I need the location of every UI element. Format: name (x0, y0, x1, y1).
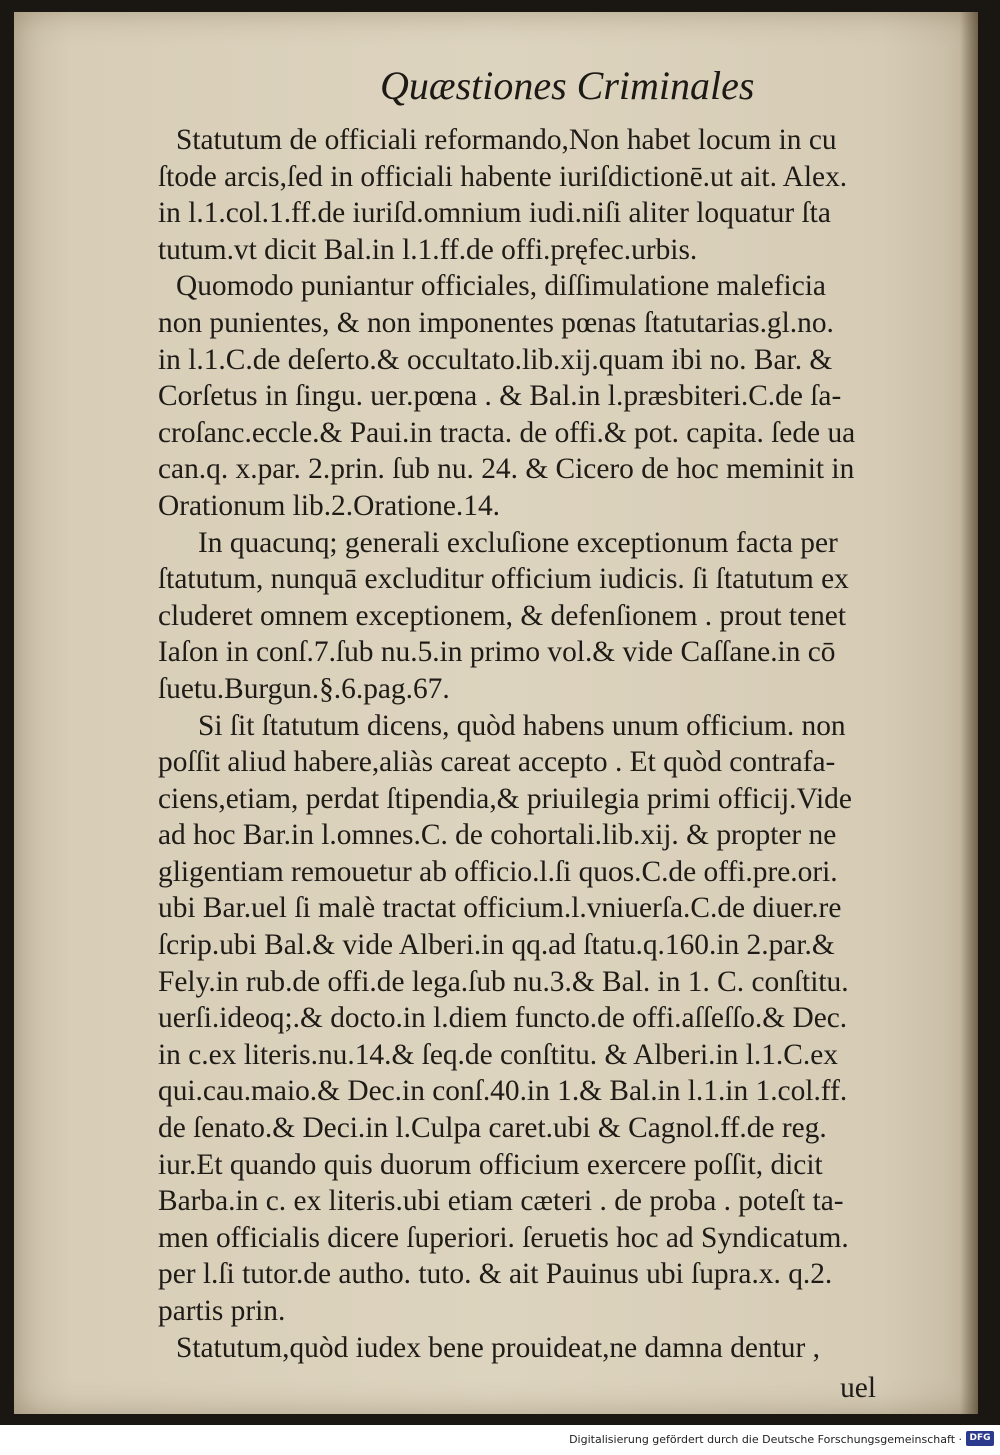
text-line: iur.Et quando quis duorum officium exercere poſſit, dicit (158, 1148, 823, 1181)
text-line: Iaſon in conſ.7.ſub nu.5.in primo vol.& vide Caſſane.in cō (158, 636, 836, 669)
text-line: men officialis dicere ſuperiori. ſeruetis hoc ad Syndicatum. (158, 1221, 849, 1254)
body-text (158, 122, 958, 1407)
text-line: de ſenato.& Deci.in l.Culpa caret.ubi & Cagnol.ff.de reg. (158, 1112, 827, 1145)
page-gutter-shadow (960, 12, 978, 1414)
text-line: Si ſit ſtatutum dicens, quòd habens unum officium. non (198, 709, 846, 742)
dfg-logo-icon: DFG (966, 1431, 994, 1446)
text-line: Corſetus in ſingu. uer.pœna . & Bal.in l.præsbiteri.C.de ſa- (158, 380, 842, 413)
text-line: in c.ex literis.nu.14.& ſeq.de conſtitu. & Alberi.in l.1.C.ex (158, 1038, 838, 1071)
text-line: Barba.in c. ex literis.ubi etiam cæteri . de proba . poteſt ta- (158, 1185, 844, 1218)
text-line: in l.1.col.1.ff.de iuriſd.omnium iudi.niſi aliter loquatur ſta (158, 197, 831, 230)
text-line: per l.ſi tutor.de autho. tuto. & ait Pauinus ubi ſupra.x. q.2. (158, 1258, 833, 1291)
text-line: ſtatutum, nunquā excluditur officium iudicis. ſi ſtatutum ex (158, 563, 849, 596)
running-header: Quæstiones Criminales (380, 63, 755, 108)
text-line: ubi Bar.uel ſi malè tractat officium.l.vniuerſa.C.de diuer.re (158, 892, 842, 925)
text-line: partis prin. (158, 1295, 286, 1327)
text-line: Quomodo puniantur officiales, diſſimulatione maleficia (176, 270, 826, 303)
text-line: ad hoc Bar.in l.omnes.C. de cohortali.lib.xij. & propter ne (158, 819, 837, 852)
text-line: can.q. x.par. 2.prin. ſub nu. 24. & Cicero de hoc meminit in (158, 453, 855, 486)
text-line: Statutum de officiali reformando,Non habet locum in cu (176, 124, 837, 156)
text-line: uerſi.ideoq;.& docto.in l.diem functo.de offi.aſſeſſo.& Dec. (158, 1002, 848, 1035)
text-line: croſanc.eccle.& Paui.in tracta. de offi.& pot. capita. ſede ua (158, 416, 856, 449)
text-line: Fely.in rub.de offi.de lega.ſub nu.3.& Bal. in 1. C. conſtitu. (158, 965, 849, 998)
text-line: ſtode arcis,ſed in officiali habente iuriſdictionē.ut ait. Alex. (158, 160, 848, 193)
text-line: In quacunq; generali excluſione exceptionum facta per (198, 526, 838, 559)
text-line: in l.1.C.de deſerto.& occultato.lib.xij.quam ibi no. Bar. & (158, 343, 833, 376)
text-line: gligentiam remouetur ab officio.l.ſi quos.C.de offi.pre.ori. (158, 855, 838, 888)
text-line: ſuetu.Burgun.§.6.pag.67. (158, 672, 450, 705)
catchword: uel (840, 1372, 876, 1405)
text-line: Orationum lib.2.Oratione.14. (158, 489, 501, 522)
text-line: cluderet omnem exceptionem, & defenſionem . prout tenet (158, 599, 846, 632)
text-line: qui.cau.maio.& Dec.in conſ.40.in 1.& Bal.in l.1.in 1.col.ff. (158, 1075, 848, 1108)
text-line: Statutum,quòd iudex bene prouideat,ne damna dentur , (176, 1331, 820, 1364)
text-line: ſcrip.ubi Bal.& vide Alberi.in qq.ad ſtatu.q.160.in 2.par.& (158, 929, 835, 962)
text-line: ciens,etiam, perdat ſtipendia,& priuilegia primi officij.Vide (158, 782, 852, 815)
text-line: tutum.vt dicit Bal.in l.1.ff.de offi.pręfec.urbis. (158, 233, 698, 266)
text-line: poſſit aliud habere,aliàs careat accepto . Et quòd contrafa- (158, 746, 836, 779)
text-line: non punientes, & non imponentes pœnas ſtatutarias.gl.no. (158, 306, 834, 339)
digitization-credit: Digitalisierung gefördert durch die Deutsche Forschungsgemeinschaft · (569, 1433, 962, 1446)
